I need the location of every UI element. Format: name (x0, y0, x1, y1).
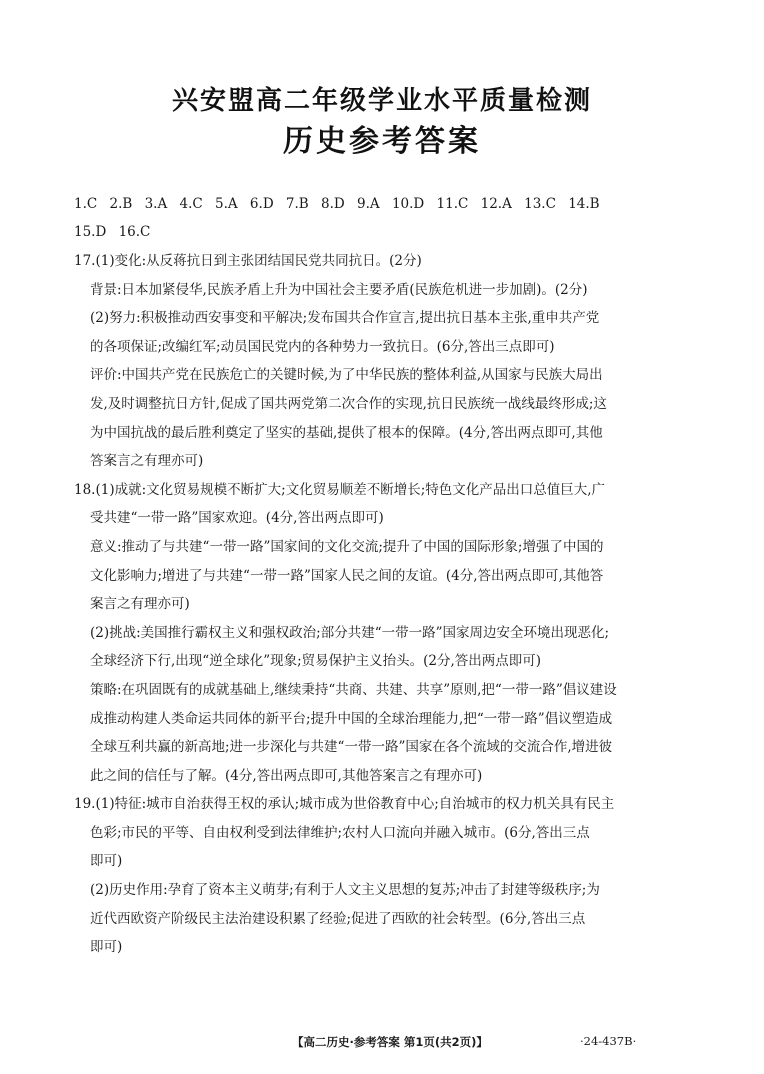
q18-line: 策略:在巩固既有的成就基础上,继续秉持“共商、共建、共享”原则,把“一带一路”倡议建设 (90, 681, 617, 698)
footer-doc-code: ·24-437B· (580, 1034, 637, 1048)
choice-answer-key (74, 190, 704, 246)
q18-line: (2)挑战:美国推行霸权主义和强权政治;部分共建“一带一路”国家周边安全环境出现恶化; (90, 624, 610, 641)
q17-line: 为中国抗战的最后胜利奠定了坚实的基础,提供了根本的保障。(4分,答出两点即可,其他 (90, 424, 603, 441)
q17-line: 评价:中国共产党在民族危亡的关键时候,为了中华民族的整体利益,从国家与民族大局出 (90, 367, 603, 384)
choice-answers-line-2: 15.D 16.C (74, 224, 151, 240)
q17-line: (2)努力:积极推动西安事变和平解决;发布国共合作宣言,提出抗日基本主张,重申共产党 (90, 310, 600, 327)
q18-line: 全球互利共赢的新高地;进一步深化与共建“一带一路”国家在各个流域的交流合作,增进彼 (90, 739, 613, 756)
q17-line: 发,及时调整抗日方针,促成了国共两党第二次合作的实现,抗日民族统一战线最终形成;这 (90, 395, 607, 412)
q17-line: 17.(1)变化:从反蒋抗日到主张团结国民党共同抗日。(2分) (74, 253, 422, 269)
q19-line: (2)历史作用:孕育了资本主义萌芽;有利于人文主义思想的复苏;冲击了封建等级秩序;为 (90, 882, 600, 899)
q18-line: 18.(1)成就:文化贸易规模不断扩大;文化贸易顺差不断增长;特色文化产品出口总值巨大,广 (74, 481, 606, 498)
q19-line: 近代西欧资产阶级民主法治建设积累了经验;促进了西欧的社会转型。(6分,答出三点 (90, 910, 586, 927)
exam-title: 兴安盟高二年级学业水平质量检测 (171, 86, 592, 116)
q18-line: 意义:推动了与共建“一带一路”国家间的文化交流;提升了中国的国际形象;增强了中国的 (90, 538, 604, 555)
q17-line: 的各项保证;改编红军;动员国民党内的各种势力一致抗日。(6分,答出三点即可) (90, 338, 555, 355)
q17-line: 背景:日本加紧侵华,民族矛盾上升为中国社会主要矛盾(民族危机进一步加剧)。(2分) (90, 281, 588, 298)
q18-line: 案言之有理亦可) (90, 596, 190, 613)
page-footer (0, 1034, 764, 1056)
q19-line: 19.(1)特征:城市自治获得王权的承认;城市成为世俗教育中心;自治城市的权力机关具有民主 (74, 796, 615, 813)
q18-line: 文化影响力;增进了与共建“一带一路”国家人民之间的友谊。(4分,答出两点即可,其他答 (90, 567, 604, 584)
document-subtitle: 历史参考答案 (283, 124, 481, 159)
q19-line: 即可) (90, 939, 123, 956)
q18-line: 成推动构建人类命运共同体的新平台;提升中国的全球治理能力,把“一带一路”倡议塑造成 (90, 710, 613, 727)
q18-line: 全球经济下行,出现“逆全球化”现象;贸易保护主义抬头。(2分,答出两点即可) (90, 653, 542, 670)
q17-line: 答案言之有理亦可) (90, 453, 204, 470)
footer-page-info: 【高二历史·参考答案 第1页(共2页)】 (292, 1035, 488, 1049)
q18-line: 受共建“一带一路”国家欢迎。(4分,答出两点即可) (90, 510, 384, 527)
q19-line: 色彩;市民的平等、自由权利受到法律维护;农村人口流向并融入城市。(6分,答出三点 (90, 824, 590, 841)
answer-body (0, 247, 764, 962)
question-18 (0, 476, 764, 791)
q18-line: 此之间的信任与了解。(4分,答出两点即可,其他答案言之有理亦可) (90, 767, 483, 784)
choice-answers-line-1: 1.C 2.B 3.A 4.C 5.A 6.D 7.B 8.D 9.A 10.D 11.C 12.A 13.C 14.B (74, 196, 600, 212)
q19-line: 即可) (90, 853, 123, 870)
question-19 (0, 790, 764, 962)
question-17 (0, 247, 764, 476)
